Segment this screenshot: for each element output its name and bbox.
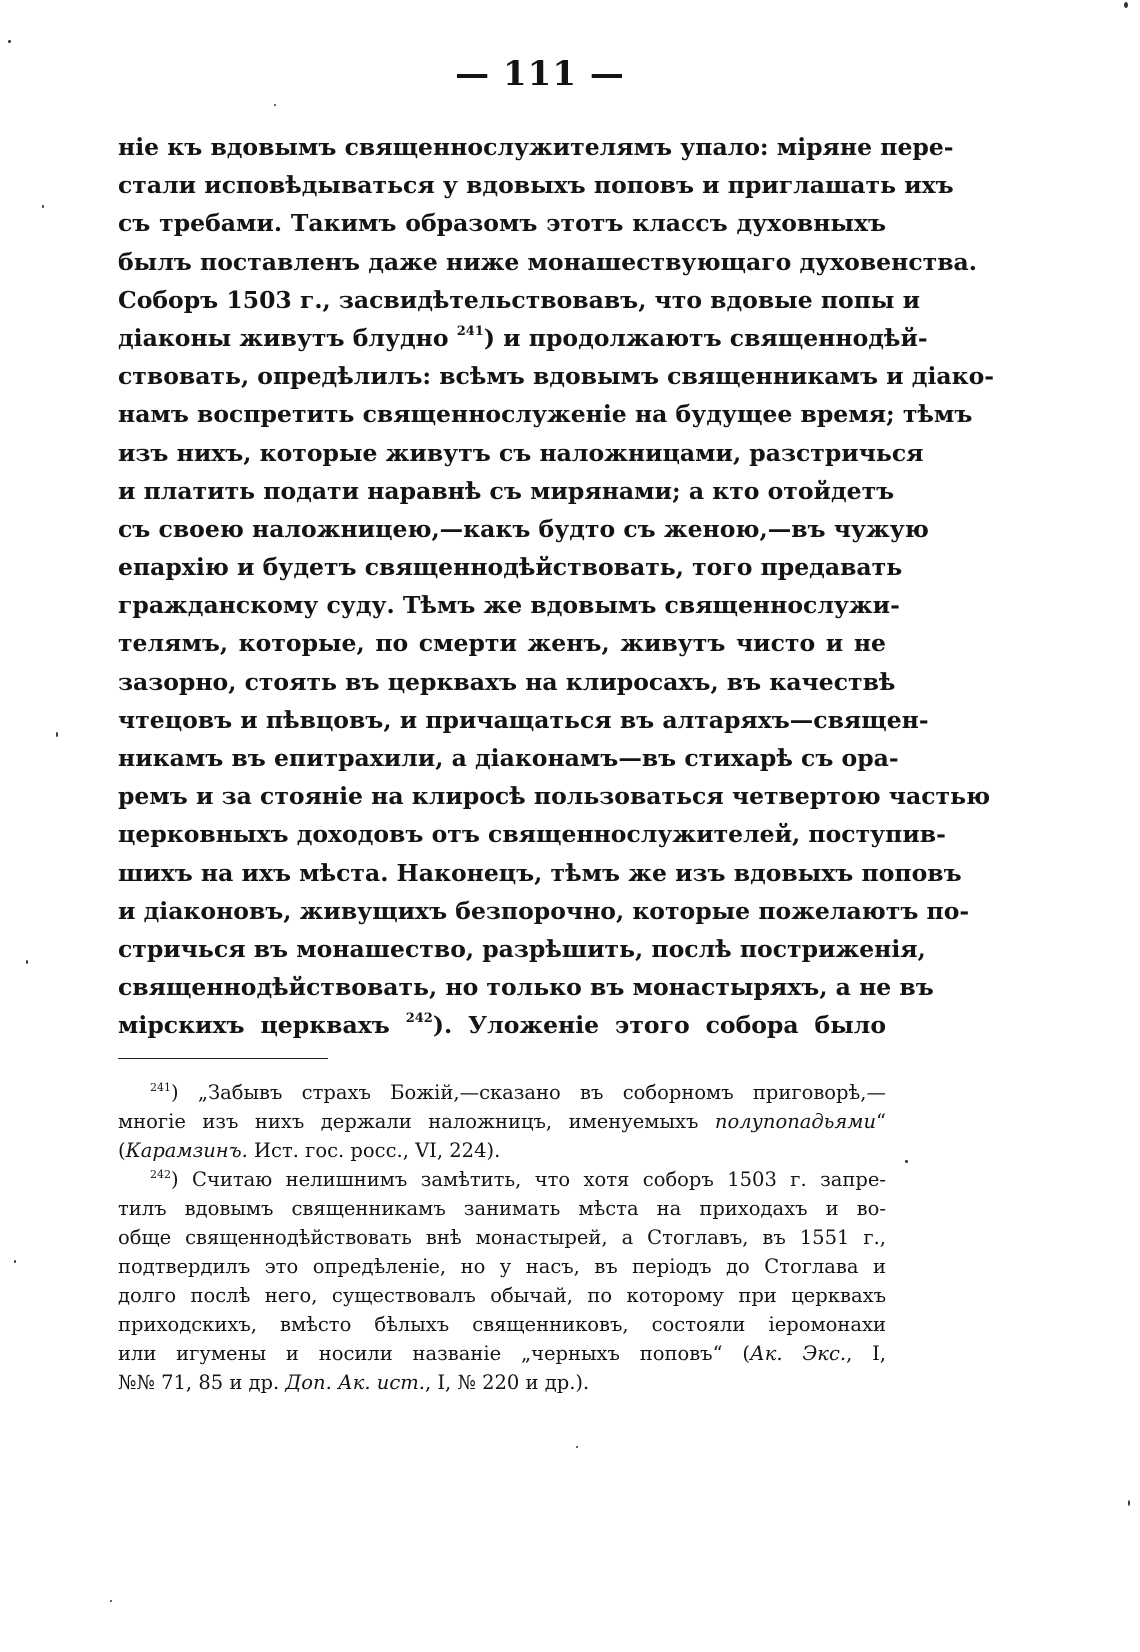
- text-segment: телямъ, которые, по смерти женъ, живутъ чисто и не: [118, 629, 886, 658]
- text-segment: тилъ вдовымъ священникамъ занимать мѣста на приходахъ и во-: [118, 1197, 886, 1220]
- text-segment: и платить подати наравнѣ съ мирянами; а кто отойдетъ: [118, 476, 895, 505]
- text-segment: зазорно, стоять въ церквахъ на клиросахъ, въ качествѣ: [118, 667, 896, 696]
- italic-segment: Карамзинъ.: [125, 1139, 248, 1162]
- text-line: [118, 166, 954, 204]
- text-line: [118, 395, 973, 433]
- text-segment: былъ поставленъ даже ниже монашествующаго духовенства.: [118, 247, 977, 276]
- text-segment: приходскихъ, вмѣсто бѣлыхъ священниковъ, состояли іеромонахи: [118, 1313, 886, 1336]
- text-segment: ) „Забывъ страхъ Божій,—сказано въ соборномъ приговорѣ,—: [171, 1081, 886, 1104]
- text-segment: , I, № 220 и др.).: [424, 1371, 590, 1394]
- scan-speck: [56, 732, 58, 737]
- italic-segment: Ак. Экс.: [749, 1342, 847, 1365]
- text-line: [118, 968, 934, 1006]
- footnote-line: [118, 1223, 886, 1252]
- text-segment: шихъ на ихъ мѣста. Наконецъ, тѣмъ же изъ вдовыхъ поповъ: [118, 858, 962, 887]
- text-line: [118, 892, 970, 930]
- text-line: [118, 510, 929, 548]
- text-segment: епархію и будетъ священнодѣйствовать, того предавать: [118, 553, 903, 582]
- scan-speck: [274, 104, 276, 106]
- scan-speck: [42, 205, 44, 208]
- text-line: [118, 243, 977, 281]
- text-line: [118, 663, 896, 701]
- text-line: [118, 281, 921, 319]
- text-segment: съ требами. Такимъ образомъ этотъ классъ духовныхъ: [118, 209, 886, 238]
- text-segment: гражданскому суду. Тѣмъ же вдовымъ священнослужи-: [118, 591, 900, 620]
- footnote-line: [118, 1252, 886, 1281]
- text-segment: стричься въ монашество, разрѣшить, послѣ постриженія,: [118, 934, 926, 963]
- text-line: [118, 204, 886, 242]
- footnote-line: [118, 1107, 886, 1136]
- text-segment: чтецовъ и пѣвцовъ, и причащаться въ алтаряхъ—священ-: [118, 705, 929, 734]
- text-line: [118, 624, 886, 662]
- text-line: [118, 701, 929, 739]
- footnote-divider: [118, 1058, 328, 1059]
- text-segment: стали исповѣдываться у вдовыхъ поповъ и приглашать ихъ: [118, 171, 954, 200]
- scan-speck: [8, 40, 11, 43]
- footnote-number: 241: [150, 1081, 171, 1094]
- footnote-line: [118, 1194, 886, 1223]
- text-line: [118, 854, 962, 892]
- text-segment: многіе изъ нихъ держали наложницъ, именуемыхъ: [118, 1110, 715, 1133]
- scan-speck: [1124, 2, 1128, 8]
- text-segment: , I,: [846, 1342, 886, 1365]
- text-line: [118, 930, 926, 968]
- text-segment: долго послѣ него, существовалъ обычай, по которому при церквахъ: [118, 1284, 886, 1307]
- text-line: [118, 434, 924, 472]
- scan-speck: [26, 960, 28, 964]
- footnote-line: [118, 1281, 886, 1310]
- footnote-line: [118, 1165, 886, 1194]
- footnote-line: [118, 1368, 886, 1397]
- footnote-number: 242: [150, 1168, 171, 1181]
- text-line: [118, 777, 991, 815]
- text-line: [118, 472, 895, 510]
- text-line: [118, 739, 899, 777]
- text-segment: никамъ въ епитрахили, а діаконамъ—въ стихарѣ съ ора-: [118, 744, 899, 772]
- italic-segment: Доп. Ак. ист.: [285, 1371, 425, 1394]
- text-segment: и діаконовъ, живущихъ безпорочно, которые пожелаютъ по-: [118, 896, 970, 925]
- text-segment: Ист. гос. росс., VI, 224).: [247, 1139, 501, 1162]
- text-segment: Соборъ 1503 г., засвидѣтельствовавъ, что вдовые попы и: [118, 285, 921, 314]
- text-line: [118, 1006, 886, 1044]
- text-line: [118, 548, 903, 586]
- text-segment: подтвердилъ это опредѣленіе, но у насъ, въ періодъ до Стоглава и: [118, 1255, 886, 1278]
- text-segment: ремъ и за стояніе на клиросѣ пользоваться четвертою частью: [118, 782, 991, 811]
- italic-segment: полупопадьями: [714, 1110, 877, 1133]
- footnotes: [118, 1078, 886, 1397]
- text-line: [118, 319, 928, 357]
- text-segment: ствовать, опредѣлилъ: всѣмъ вдовымъ священникамъ и діако-: [118, 362, 995, 391]
- text-segment: діаконы живутъ блудно: [118, 323, 457, 352]
- text-segment: ) и продолжаютъ священнодѣй-: [483, 323, 928, 352]
- text-line: [118, 128, 954, 166]
- scan-speck: [110, 1600, 112, 1602]
- text-segment: №№ 71, 85 и др.: [118, 1371, 286, 1394]
- text-line: [118, 586, 900, 624]
- text-segment: священнодѣйствовать, но только въ монастыряхъ, а не въ: [118, 973, 934, 1002]
- footnote-ref: 241: [456, 323, 484, 339]
- scan-speck: [1128, 1500, 1130, 1506]
- text-segment: или игумены и носили названіе „черныхъ поповъ“ (: [118, 1342, 750, 1365]
- text-segment: съ своею наложницею,—какъ будто съ женою,—въ чужую: [118, 514, 929, 543]
- text-segment: ніе къ вдовымъ священнослужителямъ упало: міряне пере-: [118, 133, 954, 161]
- page-number: — 111 —: [455, 54, 625, 94]
- text-segment: мірскихъ церквахъ: [118, 1011, 406, 1040]
- main-text: [118, 128, 995, 1045]
- text-segment: (: [118, 1139, 126, 1162]
- scan-speck: [576, 1446, 578, 1448]
- text-segment: обще священнодѣйствовать внѣ монастырей, а Стоглавъ, въ 1551 г.,: [118, 1226, 886, 1249]
- text-segment: “: [876, 1110, 886, 1133]
- text-segment: ). Уложеніе этого собора было: [432, 1011, 886, 1040]
- scan-speck: [14, 1260, 16, 1263]
- text-segment: ) Считаю нелишнимъ замѣтить, что хотя соборъ 1503 г. запре-: [171, 1168, 886, 1191]
- footnote-ref: 242: [405, 1011, 433, 1027]
- text-line: [118, 357, 995, 395]
- footnote-line: [118, 1078, 886, 1107]
- text-segment: намъ воспретить священнослуженіе на будущее время; тѣмъ: [118, 400, 973, 429]
- footnote-line: [118, 1136, 886, 1165]
- footnote-line: [118, 1339, 886, 1368]
- text-segment: изъ нихъ, которые живутъ съ наложницами, разстричься: [118, 438, 924, 467]
- scan-speck: [905, 1160, 908, 1163]
- footnote-line: [118, 1310, 886, 1339]
- text-segment: церковныхъ доходовъ отъ священнослужителей, поступив-: [118, 820, 946, 849]
- text-line: [118, 815, 946, 853]
